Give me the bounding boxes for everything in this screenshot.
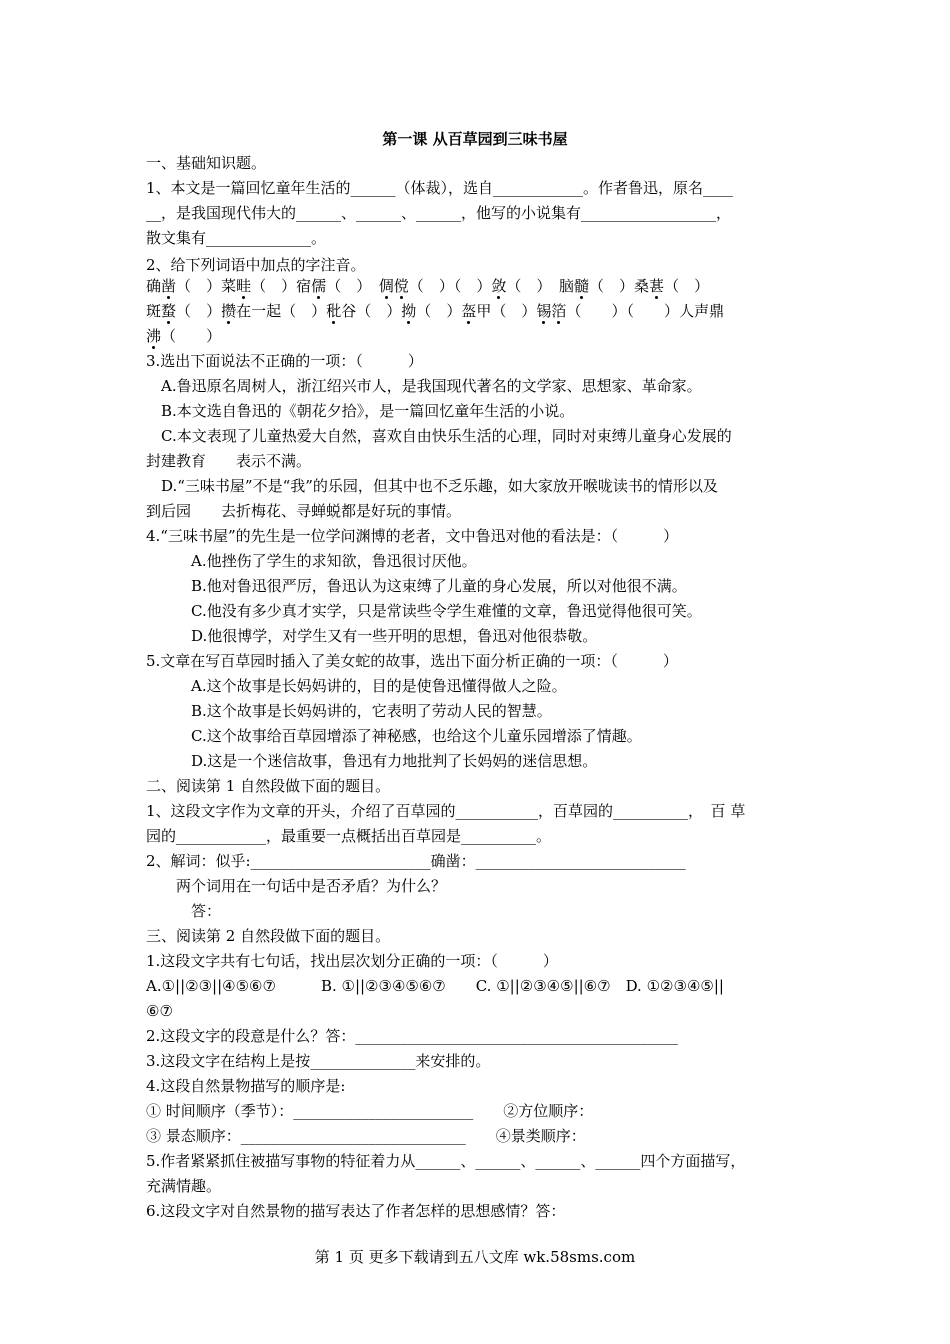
text-line: 园的____________，最重要一点概括出百草园是__________。 <box>146 827 552 845</box>
text-line: 到后园 去折梅花、寻蝉蜕都是好玩的事情。 <box>146 502 462 520</box>
text-line: 4.这段自然景物描写的顺序是: <box>146 1077 346 1095</box>
text-line: 确凿（ ）菜畦（ ）宿儒（ ） 倜傥（ ）（ ）敛（ ） 脑髓（ ）桑葚（ ） <box>146 277 710 295</box>
text-line: B.本文选自鲁迅的《朝花夕拾》，是一篇回忆童年生活的小说。 <box>146 402 575 420</box>
text-line: ⑥⑦ <box>146 1002 173 1020</box>
text-line: ① 时间顺序（季节）：________________________ ②方位顺序： <box>146 1102 594 1120</box>
text-line: 充满情趣。 <box>146 1177 222 1195</box>
text-line: 2、给下列词语中加点的字注音。 <box>146 256 366 274</box>
dotted-char: 拗 <box>401 302 417 320</box>
text-line: 2、解词：似乎:________________________确凿：____________________________ <box>146 852 686 870</box>
dotted-char: 葚 <box>649 277 665 295</box>
text-line: A.这个故事是长妈妈讲的，目的是使鲁迅懂得做人之险。 <box>146 677 567 695</box>
text-line: 斑蝥（ ）攒在一起（ ）秕谷（ ）拗（ ）盔甲（ ）锡箔（ ）（ ）人声鼎 <box>146 302 725 320</box>
dotted-char: 畦 <box>236 277 252 295</box>
dotted-char: 儒 <box>311 277 327 295</box>
page-footer: 第 1 页 更多下载请到五八文库 wk.58sms.com <box>314 1248 636 1266</box>
dotted-char: 倜 <box>378 277 394 295</box>
dotted-char: 敛 <box>491 277 507 295</box>
dotted-char: 沸 <box>146 327 162 345</box>
text-line: 4.“三味书屋”的先生是一位学问渊博的老者，文中鲁迅对他的看法是：（ ） <box>146 527 679 545</box>
text-line: 一、基础知识题。 <box>146 154 267 172</box>
lesson-title: 第一课 从百草园到三味书屋 <box>382 130 568 148</box>
text-line: 二、阅读第 1 自然段做下面的题目。 <box>146 777 391 795</box>
dotted-char: 髓 <box>573 277 589 295</box>
text-line: 封建教育 表示不满。 <box>146 452 312 470</box>
text-line: D.他很博学，对学生又有一些开明的思想，鲁迅对他很恭敬。 <box>146 627 598 645</box>
text-line: 2.这段文字的段意是什么？答：___________________________________________ <box>146 1027 678 1045</box>
text-line: A.①||②③||④⑤⑥⑦ B. ①||②③④⑤⑥⑦ C. ①||②③④⑤||⑥⑦ D. ①②③④⑤|| <box>146 977 724 995</box>
text-line: 散文集有______________。 <box>146 229 327 247</box>
text-line: 1.这段文字共有七句话，找出层次划分正确的一项：（ ） <box>146 952 558 970</box>
text-line: ③ 景态顺序：______________________________ ④景类顺序： <box>146 1127 586 1145</box>
text-line: C.本文表现了儿童热爱大自然，喜欢自由快乐生活的心理，同时对束缚儿童身心发展的 <box>146 427 732 445</box>
text-line: C.这个故事给百草园增添了神秘感，也给这个儿童乐园增添了情趣。 <box>146 727 642 745</box>
text-line: B.他对鲁迅很严厉，鲁迅认为这束缚了儿童的身心发展，所以对他很不满。 <box>146 577 687 595</box>
text-line: A.他挫伤了学生的求知欲，鲁迅很讨厌他。 <box>146 552 477 570</box>
text-line: 3.这段文字在结构上是按______________来安排的。 <box>146 1052 491 1070</box>
text-line: __，是我国现代伟大的______、______、______，他写的小说集有__________________， <box>146 204 732 222</box>
text-line: 答： <box>146 902 222 920</box>
dotted-char: 攒 <box>221 302 237 320</box>
dotted-char: 傥 <box>393 277 409 295</box>
text-line: 5.作者紧紧抓住被描写事物的特征着力从______、______、______、______四个方面描写， <box>146 1152 746 1170</box>
text-line: 两个词用在一句话中是否矛盾？为什么？ <box>146 877 447 895</box>
dotted-char: 蝥 <box>161 302 177 320</box>
dotted-char: 秕 <box>326 302 342 320</box>
text-line: 3.选出下面说法不正确的一项：（ ） <box>146 352 423 370</box>
text-line: C.他没有多少真才实学，只是常读些令学生难懂的文章，鲁迅觉得他很可笑。 <box>146 602 702 620</box>
dotted-char: 凿 <box>161 277 177 295</box>
text-line: 沸（ ） <box>146 327 222 345</box>
text-line: 6.这段文字对自然景物的描写表达了作者怎样的思想感情？答： <box>146 1202 566 1220</box>
dotted-char: 箔 <box>551 302 567 320</box>
text-line: 1、这段文字作为文章的开头，介绍了百草园的___________，百草园的__________， 百 草 <box>146 802 746 820</box>
text-line: D.这是一个迷信故事，鲁迅有力地批判了长妈妈的迷信思想。 <box>146 752 598 770</box>
text-line: 5.文章在写百草园时插入了美女蛇的故事，选出下面分析正确的一项：（ ） <box>146 652 678 670</box>
dotted-char: 锡 <box>536 302 552 320</box>
text-line: D.“三味书屋”不是“我”的乐园，但其中也不乏乐趣，如大家放开喉咙读书的情形以及 <box>146 477 718 495</box>
dotted-char: 盔 <box>461 302 477 320</box>
text-line: 1、本文是一篇回忆童年生活的______（体裁），选自____________。作者鲁迅，原名____ <box>146 179 734 197</box>
text-line: B.这个故事是长妈妈讲的，它表明了劳动人民的智慧。 <box>146 702 552 720</box>
text-line: A.鲁迅原名周树人，浙江绍兴市人，是我国现代著名的文学家、思想家、革命家。 <box>146 377 702 395</box>
text-line: 三、阅读第 2 自然段做下面的题目。 <box>146 927 391 945</box>
